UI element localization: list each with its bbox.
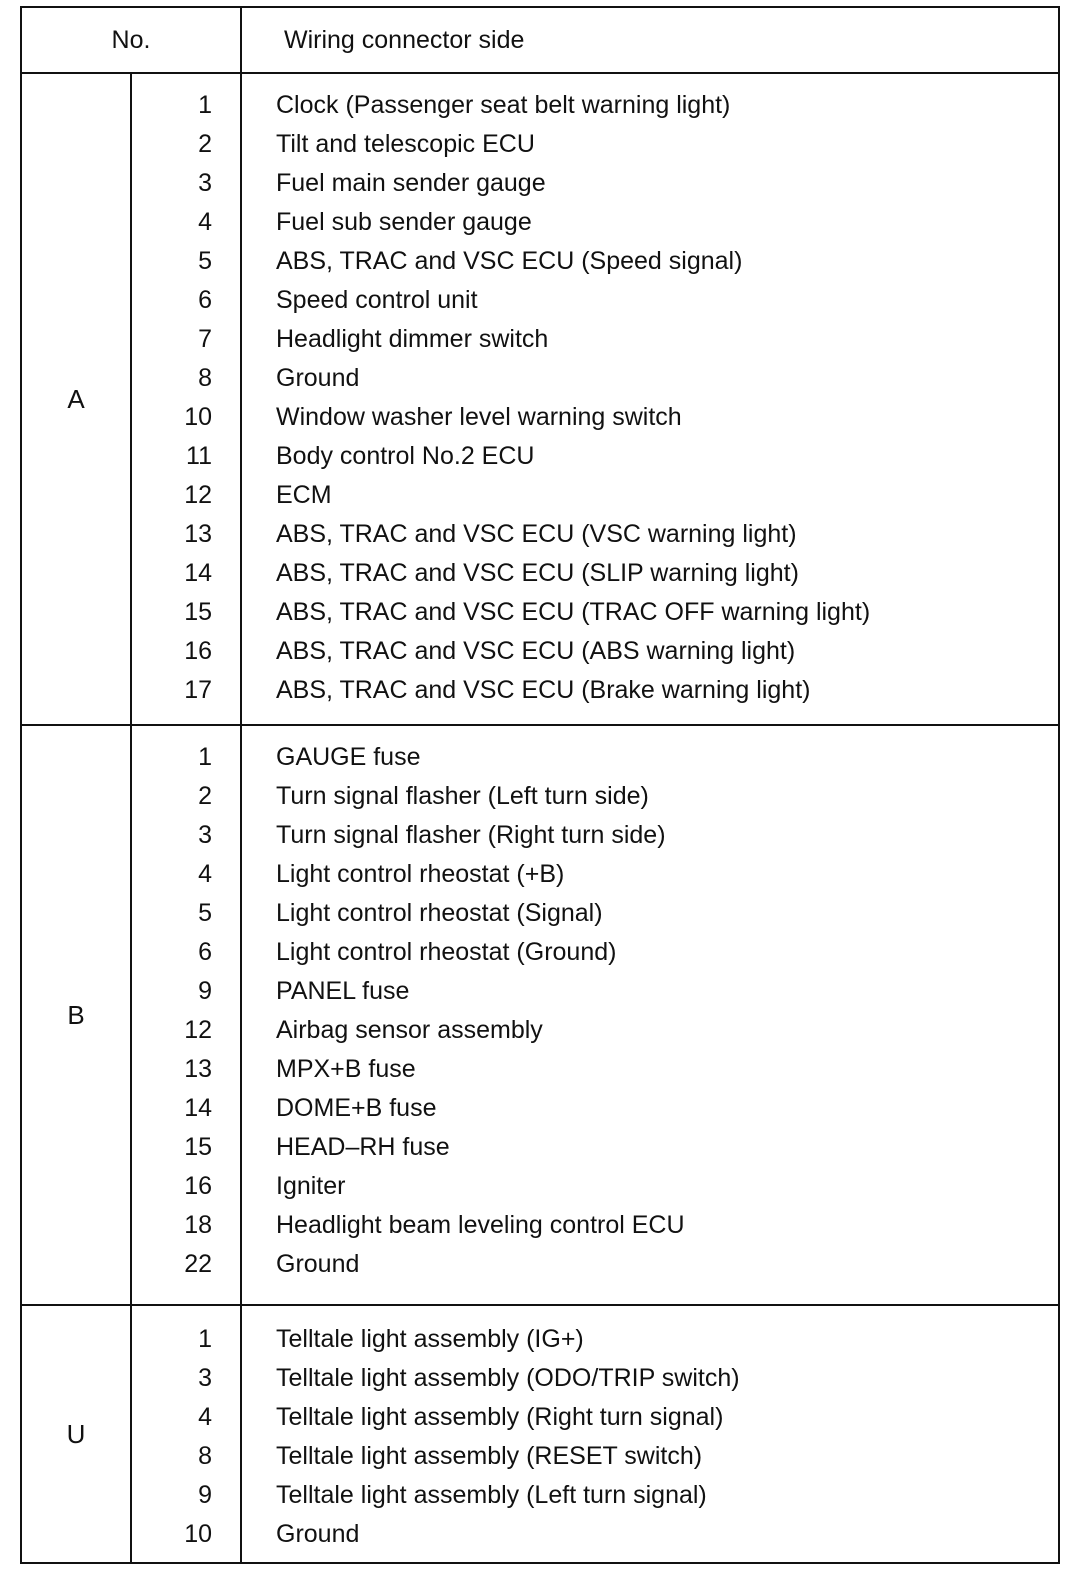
wiring-connector-description: ABS, TRAC and VSC ECU (SLIP warning light) <box>276 559 799 587</box>
table-row <box>132 1011 1060 1050</box>
wiring-connector-description: Turn signal flasher (Right turn side) <box>276 821 666 849</box>
pin-number: 4 <box>198 860 212 888</box>
pin-number: 12 <box>184 481 212 509</box>
table-row <box>132 1476 1060 1515</box>
wiring-connector-description: Ground <box>276 1520 360 1548</box>
table-row <box>132 554 1060 593</box>
connector-letter: U <box>22 1306 132 1562</box>
pin-number: 4 <box>198 208 212 236</box>
table-row <box>132 1128 1060 1167</box>
pin-number: 2 <box>198 130 212 158</box>
wiring-connector-description: ECM <box>276 481 332 509</box>
table-row <box>132 593 1060 632</box>
pin-number: 14 <box>184 559 212 587</box>
table-row <box>132 515 1060 554</box>
pin-number: 3 <box>198 1364 212 1392</box>
pin-number: 1 <box>198 91 212 119</box>
table-row <box>132 738 1060 777</box>
table-header <box>22 8 1058 74</box>
connector-letter: B <box>22 726 132 1304</box>
wiring-connector-description: ABS, TRAC and VSC ECU (VSC warning light) <box>276 520 797 548</box>
pin-number: 13 <box>184 520 212 548</box>
wiring-connector-description: Turn signal flasher (Left turn side) <box>276 782 649 810</box>
wiring-connector-description: Igniter <box>276 1172 346 1200</box>
wiring-connector-description: DOME+B fuse <box>276 1094 437 1122</box>
wiring-connector-description: Light control rheostat (Signal) <box>276 899 603 927</box>
table-row <box>132 1515 1060 1554</box>
table-row <box>132 855 1060 894</box>
table-row <box>132 320 1060 359</box>
table-row <box>132 164 1060 203</box>
wiring-connector-description: Speed control unit <box>276 286 478 314</box>
table-row <box>132 1089 1060 1128</box>
table-row <box>132 476 1060 515</box>
connector-letter: A <box>22 74 132 724</box>
pin-number: 3 <box>198 821 212 849</box>
table-row <box>132 632 1060 671</box>
group-a <box>22 74 1058 726</box>
pin-number: 16 <box>184 1172 212 1200</box>
pin-number: 8 <box>198 1442 212 1470</box>
pin-number: 5 <box>198 899 212 927</box>
group-b <box>22 726 1058 1306</box>
pin-number: 12 <box>184 1016 212 1044</box>
wiring-connector-description: Airbag sensor assembly <box>276 1016 543 1044</box>
wiring-connector-description: ABS, TRAC and VSC ECU (TRAC OFF warning light) <box>276 598 871 626</box>
table-row <box>132 1206 1060 1245</box>
table-row <box>132 777 1060 816</box>
table-row <box>132 1167 1060 1206</box>
wiring-connector-description: Telltale light assembly (Left turn signal) <box>276 1481 707 1509</box>
connector-table <box>20 6 1060 1564</box>
pin-number: 16 <box>184 637 212 665</box>
table-row <box>132 281 1060 320</box>
table-row <box>132 398 1060 437</box>
pin-number: 4 <box>198 1403 212 1431</box>
wiring-connector-description: Body control No.2 ECU <box>276 442 535 470</box>
table-row <box>132 972 1060 1011</box>
wiring-connector-description: ABS, TRAC and VSC ECU (Speed signal) <box>276 247 743 275</box>
table-row <box>132 1437 1060 1476</box>
pin-number: 6 <box>198 938 212 966</box>
pin-number: 15 <box>184 598 212 626</box>
wiring-connector-description: Telltale light assembly (ODO/TRIP switch) <box>276 1364 740 1392</box>
wiring-connector-description: PANEL fuse <box>276 977 410 1005</box>
pin-number: 3 <box>198 169 212 197</box>
connector-rows <box>132 74 1060 724</box>
wiring-connector-description: ABS, TRAC and VSC ECU (ABS warning light) <box>276 637 796 665</box>
table-row <box>132 1359 1060 1398</box>
table-row <box>132 933 1060 972</box>
table-row <box>132 1398 1060 1437</box>
table-row <box>132 359 1060 398</box>
pin-number: 14 <box>184 1094 212 1122</box>
pin-number: 9 <box>198 977 212 1005</box>
pin-number: 13 <box>184 1055 212 1083</box>
pin-number: 1 <box>198 1325 212 1353</box>
table-row <box>132 1245 1060 1284</box>
wiring-connector-description: Clock (Passenger seat belt warning light) <box>276 91 731 119</box>
table-row <box>132 1320 1060 1359</box>
pin-number: 2 <box>198 782 212 810</box>
pin-number: 7 <box>198 325 212 353</box>
connector-rows <box>132 1306 1060 1562</box>
wiring-connector-description: Fuel sub sender gauge <box>276 208 532 236</box>
connector-rows <box>132 726 1060 1304</box>
pin-number: 10 <box>184 1520 212 1548</box>
wiring-connector-description: Telltale light assembly (RESET switch) <box>276 1442 703 1470</box>
pin-number: 11 <box>186 442 212 470</box>
table-row <box>132 125 1060 164</box>
wiring-connector-description: Ground <box>276 1250 360 1278</box>
pin-number: 5 <box>198 247 212 275</box>
table-row <box>132 816 1060 855</box>
table-row <box>132 242 1060 281</box>
wiring-connector-description: Headlight beam leveling control ECU <box>276 1211 685 1239</box>
table-row <box>132 437 1060 476</box>
group-u <box>22 1306 1058 1562</box>
pin-number: 9 <box>198 1481 212 1509</box>
wiring-connector-description: Light control rheostat (Ground) <box>276 938 617 966</box>
header-wiring-connector-side: Wiring connector side <box>284 25 525 54</box>
wiring-connector-description: Window washer level warning switch <box>276 403 682 431</box>
header-no: No. <box>22 8 242 72</box>
wiring-connector-description: GAUGE fuse <box>276 743 421 771</box>
table-row <box>132 1050 1060 1089</box>
wiring-connector-description: Telltale light assembly (IG+) <box>276 1325 584 1353</box>
wiring-connector-description: Light control rheostat (+B) <box>276 860 565 888</box>
table-row <box>132 203 1060 242</box>
wiring-connector-description: Ground <box>276 364 360 392</box>
table-row <box>132 86 1060 125</box>
pin-number: 8 <box>198 364 212 392</box>
wiring-connector-description: Tilt and telescopic ECU <box>276 130 535 158</box>
table-row <box>132 894 1060 933</box>
pin-number: 22 <box>184 1250 212 1278</box>
pin-number: 18 <box>184 1211 212 1239</box>
wiring-connector-description: HEAD–RH fuse <box>276 1133 450 1161</box>
wiring-connector-description: Telltale light assembly (Right turn signal) <box>276 1403 724 1431</box>
table-row <box>132 671 1060 710</box>
pin-number: 17 <box>184 676 212 704</box>
wiring-connector-description: ABS, TRAC and VSC ECU (Brake warning light) <box>276 676 811 704</box>
wiring-connector-description: MPX+B fuse <box>276 1055 416 1083</box>
pin-number: 10 <box>184 403 212 431</box>
wiring-connector-description: Fuel main sender gauge <box>276 169 546 197</box>
wiring-connector-description: Headlight dimmer switch <box>276 325 549 353</box>
pin-number: 1 <box>198 743 212 771</box>
pin-number: 6 <box>198 286 212 314</box>
pin-number: 15 <box>184 1133 212 1161</box>
